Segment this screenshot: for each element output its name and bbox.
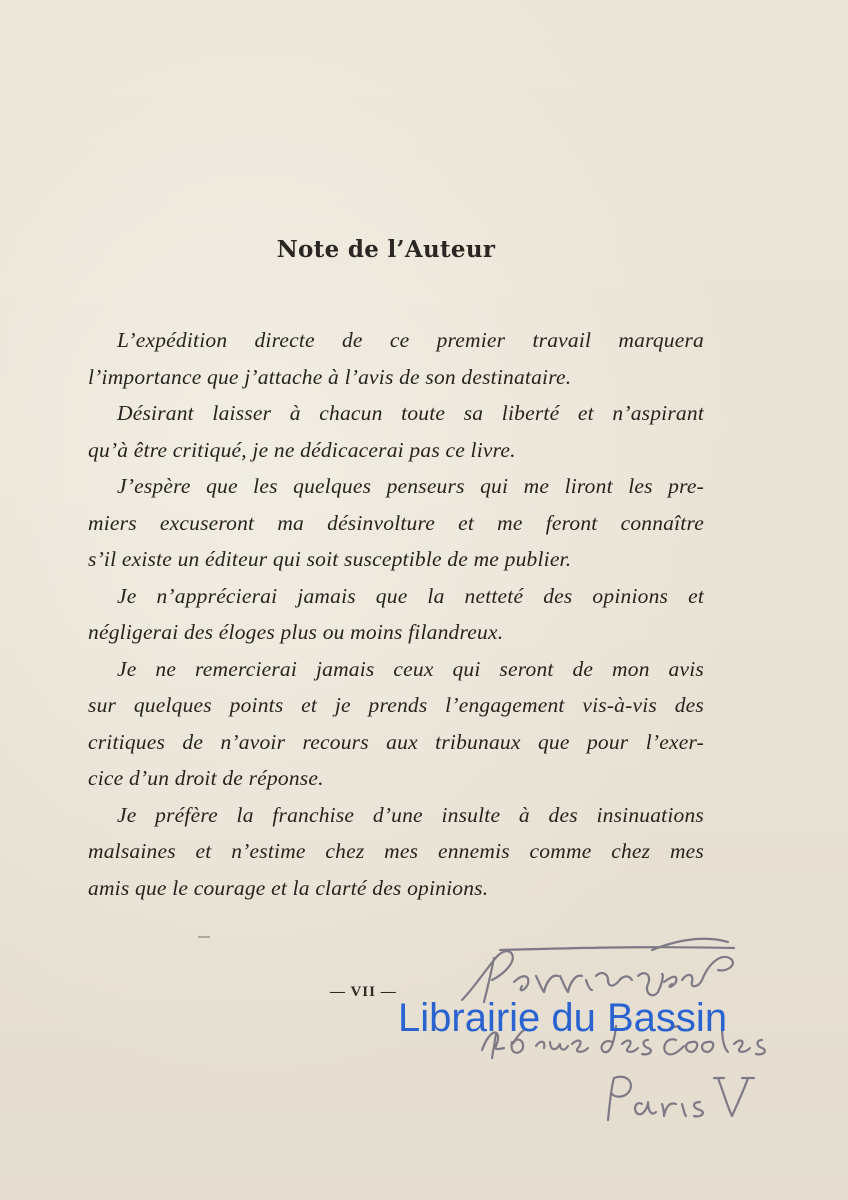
text-line: s’il existe un éditeur qui soit susceptible de me publier. — [88, 547, 572, 571]
text-line: Je ne remercierai jamais ceux qui seront de mon avis — [117, 656, 704, 681]
text-line: Je n’apprécierai jamais que la netteté des opinions et — [117, 583, 704, 608]
stray-mark — [198, 936, 210, 938]
text-line: miers excuseront ma désinvolture et me feront connaître — [88, 510, 704, 535]
text-line: sur quelques points et je prends l’engagement vis-à-vis des — [88, 693, 704, 717]
text-line: malsaines et n’estime chez mes ennemis comme chez mes — [88, 839, 704, 863]
text-line: l’importance que j’attache à l’avis de son destinataire. — [88, 364, 572, 389]
paragraph-4 — [88, 578, 704, 651]
text-line: négligerai des éloges plus ou moins filandreux. — [88, 620, 504, 644]
text-line: Désirant laisser à chacun toute sa liberté et n’aspirant — [117, 401, 704, 425]
page-number: — VII — — [330, 984, 397, 1000]
text-line: Je préfère la franchise d’une insulte à des insinuations — [117, 802, 704, 827]
text-line: amis que le courage et la clarté des opinions. — [88, 875, 489, 900]
paragraph-2 — [88, 395, 704, 468]
text-line: J’espère que les quelques penseurs qui me liront les pre- — [117, 474, 704, 498]
text-line: cice d’un droit de réponse. — [88, 766, 324, 790]
author-note-body — [88, 322, 704, 906]
text-line: critiques de n’avoir recours aux tribunaux que pour l’exer- — [88, 729, 704, 754]
bookseller-watermark: Librairie du Bassin — [398, 996, 728, 1040]
paragraph-6 — [88, 797, 704, 907]
paragraph-5 — [88, 651, 704, 797]
text-line: L’expédition directe de ce premier travail marquera — [117, 328, 704, 352]
page-title: Note de l’Auteur — [276, 236, 496, 263]
text-line: qu’à être critiqué, je ne dédicacerai pas ce livre. — [88, 437, 516, 462]
paragraph-3 — [88, 468, 704, 578]
paragraph-1 — [88, 322, 704, 395]
